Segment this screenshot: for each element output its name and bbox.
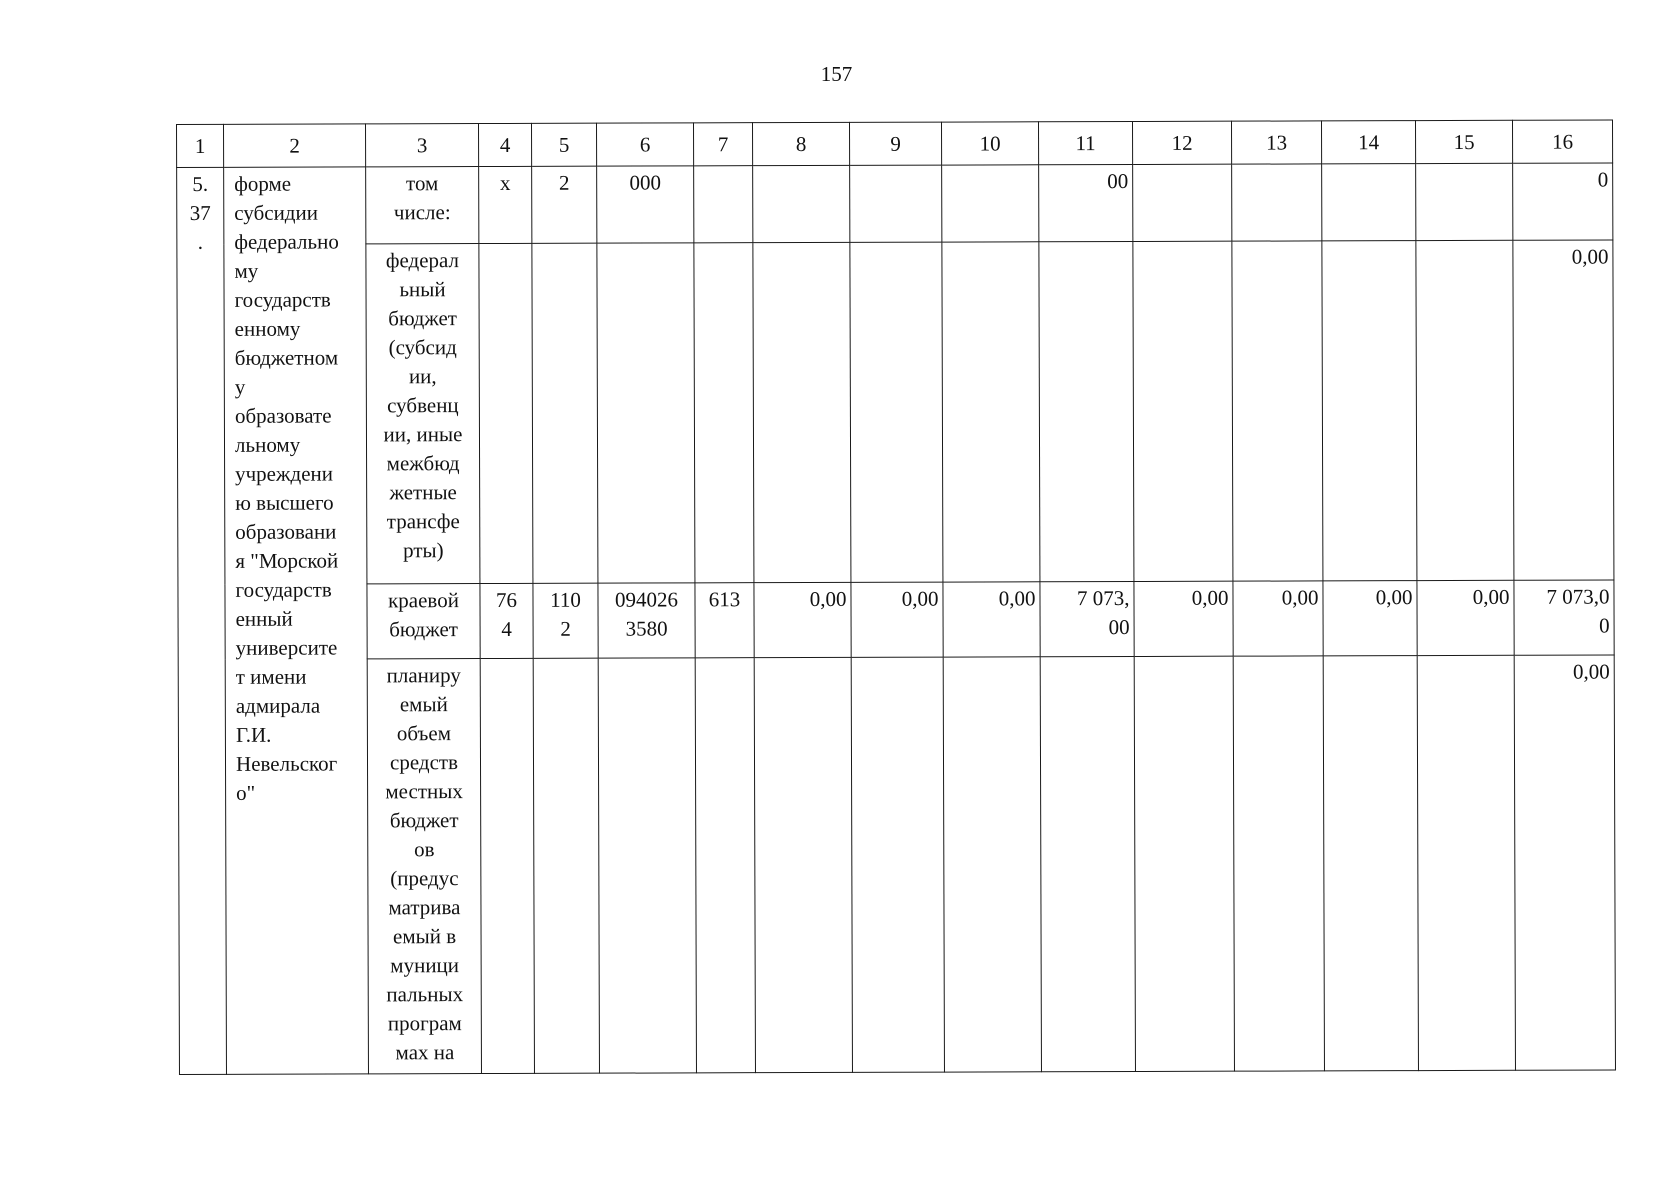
- cell: [694, 166, 753, 243]
- cell: [479, 243, 533, 583]
- table-row: [177, 163, 1613, 245]
- header-cell: 10: [941, 122, 1038, 165]
- header-cell: 7: [693, 123, 752, 166]
- cell: [850, 242, 943, 582]
- cell: [694, 243, 754, 583]
- table-row: [178, 655, 1615, 1075]
- table-row: [177, 240, 1614, 585]
- cell: [1133, 241, 1233, 581]
- cell: 094026 3580: [598, 583, 695, 658]
- cell: [1322, 164, 1416, 241]
- header-cell: 11: [1038, 121, 1132, 164]
- header-cell: 15: [1415, 120, 1512, 163]
- cell: 0,00: [1323, 581, 1417, 656]
- cell: [1322, 241, 1417, 581]
- cell: 00: [1039, 164, 1133, 241]
- source-cell: краевой бюджет: [367, 584, 480, 659]
- cell: 0,00: [1513, 240, 1614, 580]
- header-cell: 1: [177, 124, 224, 167]
- cell: [942, 165, 1039, 242]
- cell: [480, 658, 534, 1073]
- cell: 000: [597, 166, 694, 243]
- cell: 0,00: [851, 582, 943, 657]
- cell: [851, 657, 944, 1072]
- cell: [942, 242, 1040, 582]
- cell: [1416, 240, 1514, 580]
- cell: 0,00: [1134, 581, 1233, 656]
- cell: [1233, 656, 1324, 1071]
- header-cell: 4: [479, 123, 532, 166]
- source-cell: федерал ьный бюджет (субсид ии, субвенц ии, иные межбюд жетные трансфе рты): [366, 244, 480, 584]
- header-cell: 2: [224, 124, 366, 167]
- row-number: 5. 37 .: [177, 167, 227, 1074]
- cell: [532, 243, 598, 583]
- cell: х: [479, 166, 532, 243]
- cell: [1416, 163, 1513, 240]
- cell: [753, 242, 851, 582]
- header-cell: 9: [849, 122, 941, 165]
- header-cell: 12: [1132, 121, 1231, 164]
- cell: [1232, 164, 1322, 241]
- header-cell: 5: [531, 123, 596, 166]
- cell: 0: [1513, 163, 1613, 240]
- cell: 2: [532, 166, 597, 243]
- cell: [533, 658, 599, 1073]
- cell: [753, 165, 850, 242]
- cell: [1134, 656, 1234, 1071]
- header-cell: 16: [1512, 120, 1612, 163]
- source-cell: том числе:: [366, 167, 479, 244]
- cell: [597, 243, 695, 583]
- cell: [1133, 164, 1232, 241]
- cell: [1039, 241, 1134, 581]
- cell: 7 073,0 0: [1514, 580, 1614, 655]
- measure-name: форме субсидии федерально му государств енному бюджетном у образовате льному учреждени ю высшего образовани я "Морской государств енный университе т имени адмирала Г.И. Невельског о": [224, 167, 369, 1074]
- header-cell: 6: [596, 123, 693, 166]
- header-cell: 14: [1321, 121, 1415, 164]
- cell: 0,00: [1514, 655, 1615, 1070]
- cell: 76 4: [480, 583, 533, 658]
- cell: [943, 657, 1041, 1072]
- header-row: [177, 120, 1613, 168]
- cell: [695, 658, 755, 1073]
- cell: 613: [695, 583, 754, 658]
- cell: 0,00: [943, 582, 1040, 657]
- header-cell: 3: [366, 124, 479, 167]
- source-cell: планиру емый объем средств местных бюджет ов (предус матрива емый в муници пальных програм мах на: [367, 659, 481, 1074]
- cell: 0,00: [754, 582, 851, 657]
- page-number: 157: [820, 62, 853, 86]
- header-cell: 13: [1231, 121, 1321, 164]
- cell: [598, 658, 696, 1073]
- budget-table: [176, 119, 1616, 1075]
- cell: [1417, 655, 1515, 1070]
- cell: 7 073, 00: [1040, 581, 1134, 656]
- table-row: [178, 580, 1614, 660]
- cell: [754, 657, 852, 1072]
- cell: [1323, 656, 1418, 1071]
- cell: [850, 165, 942, 242]
- cell: [1232, 241, 1323, 581]
- cell: 0,00: [1233, 581, 1323, 656]
- header-cell: 8: [752, 122, 849, 165]
- cell: 110 2: [533, 583, 598, 658]
- cell: 0,00: [1417, 580, 1514, 655]
- cell: [1040, 656, 1135, 1071]
